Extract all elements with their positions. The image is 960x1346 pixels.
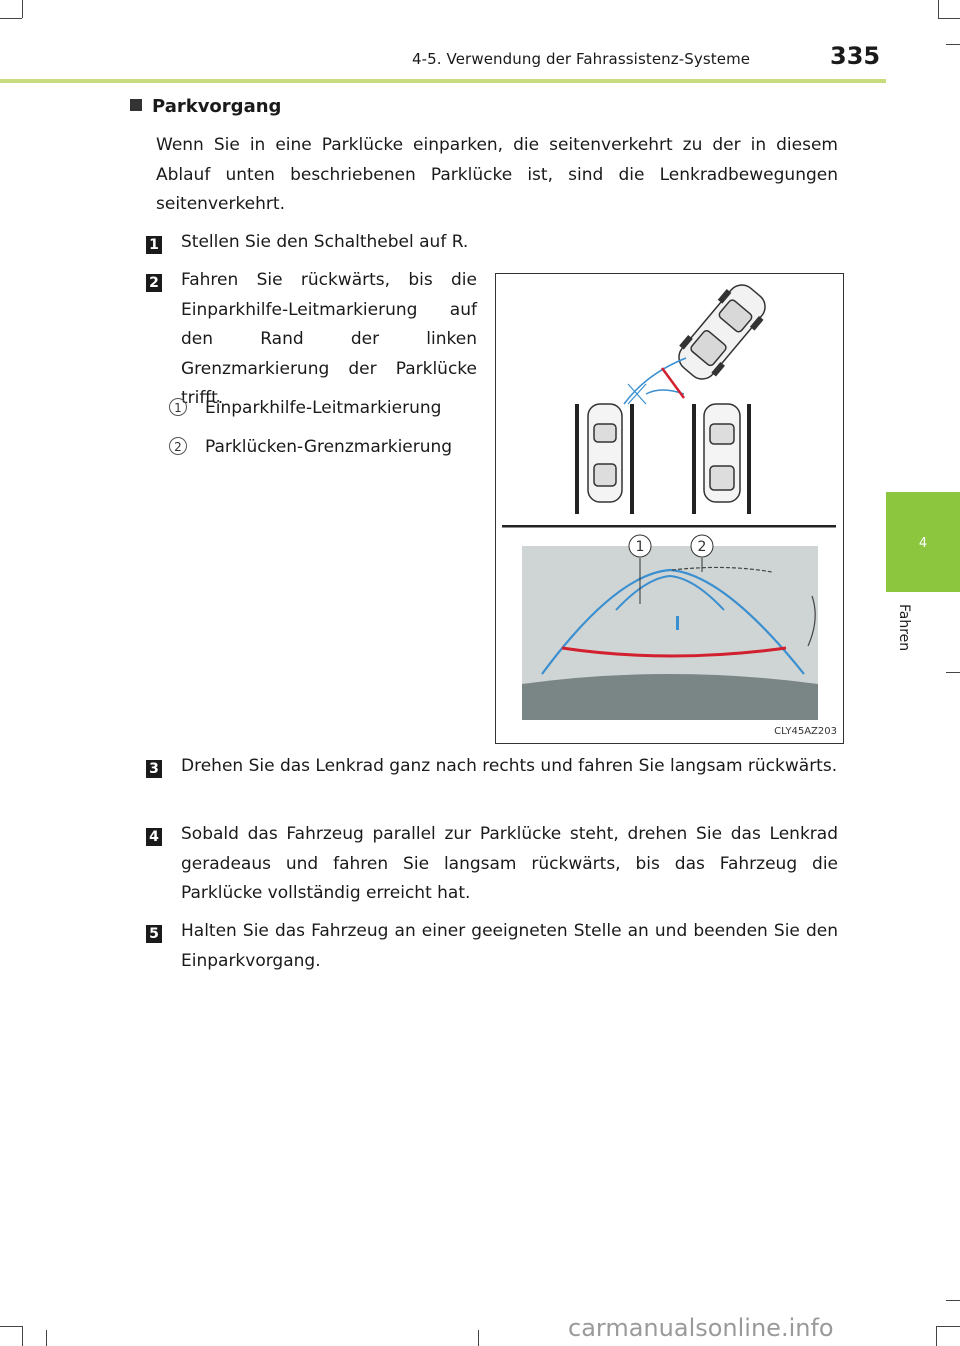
section-title-text: Parkvorgang <box>152 96 282 117</box>
crop-mark <box>946 1300 960 1301</box>
legend-text: Einparkhilfe-Leitmarkierung <box>205 398 442 418</box>
crop-mark <box>938 18 960 19</box>
parked-car-left <box>588 404 622 502</box>
step-number: 2 <box>146 274 162 292</box>
legend-text: Parklücken-Grenzmarkierung <box>205 437 453 457</box>
parking-diagram <box>495 273 844 744</box>
step-text: Sobald das Fahrzeug parallel zur Parklücke steht, drehen Sie das Lenkrad geradeaus und fahren Sie langsam rückwärts, bis das Fahrzeug die Parklücke vollständig erreicht hat. <box>181 824 838 903</box>
step-text: Stellen Sie den Schalthebel auf R. <box>181 232 469 252</box>
page-number: 335 <box>830 42 881 70</box>
square-bullet-icon <box>130 99 142 111</box>
crop-mark <box>938 0 939 18</box>
guide-line-top <box>628 384 646 404</box>
step-number: 3 <box>146 760 162 778</box>
figure-code: CLY45AZ203 <box>774 726 837 737</box>
crop-mark <box>0 1326 22 1327</box>
boundary-line-top <box>662 368 684 398</box>
step-number: 5 <box>146 925 162 943</box>
crop-mark <box>936 1326 960 1327</box>
section-title <box>130 96 281 117</box>
reversing-car <box>670 277 774 388</box>
step-number: 1 <box>146 236 162 254</box>
crop-mark <box>478 1330 479 1346</box>
running-header-section: 4-5. Verwendung der Fahrassistenz-Systeme <box>412 50 751 68</box>
legend-marker: 1 <box>169 398 187 416</box>
callout-1-label: 1 <box>635 539 645 555</box>
crop-mark <box>946 44 960 45</box>
chapter-title: Fahren <box>896 604 912 652</box>
chapter-tab <box>886 492 960 592</box>
watermark: carmanualsonline.info <box>568 1314 834 1342</box>
step-text: Drehen Sie das Lenkrad ganz nach rechts und fahren Sie langsam rückwärts. <box>181 756 838 776</box>
guide-line-top <box>624 358 686 404</box>
callout-2-label: 2 <box>697 539 707 555</box>
header-rule <box>0 79 886 83</box>
parking-illustration <box>496 274 843 743</box>
crop-mark <box>0 18 22 19</box>
crop-mark <box>46 1330 47 1346</box>
crop-mark <box>22 0 23 18</box>
crop-mark <box>946 672 960 673</box>
intro-paragraph: Wenn Sie in eine Parklücke einparken, die seitenverkehrt zu der in diesem Ablauf unten beschriebenen Parklücke ist, sind die Lenkradbewegungen seitenverkehrt. <box>156 135 838 214</box>
crop-mark <box>22 1326 23 1346</box>
parked-car-right <box>704 404 740 502</box>
chapter-number: 4 <box>918 536 928 551</box>
step-number: 4 <box>146 828 162 846</box>
legend-marker: 2 <box>169 437 187 455</box>
step-text: Halten Sie das Fahrzeug an einer geeigneten Stelle an und beenden Sie den Einparkvorgang. <box>181 921 838 971</box>
crop-mark <box>936 1326 937 1346</box>
step-text: Fahren Sie rückwärts, bis die Einparkhilfe-Leitmarkierung auf den Rand der linken Grenzmarkierung der Parklücke trifft. <box>181 270 477 408</box>
